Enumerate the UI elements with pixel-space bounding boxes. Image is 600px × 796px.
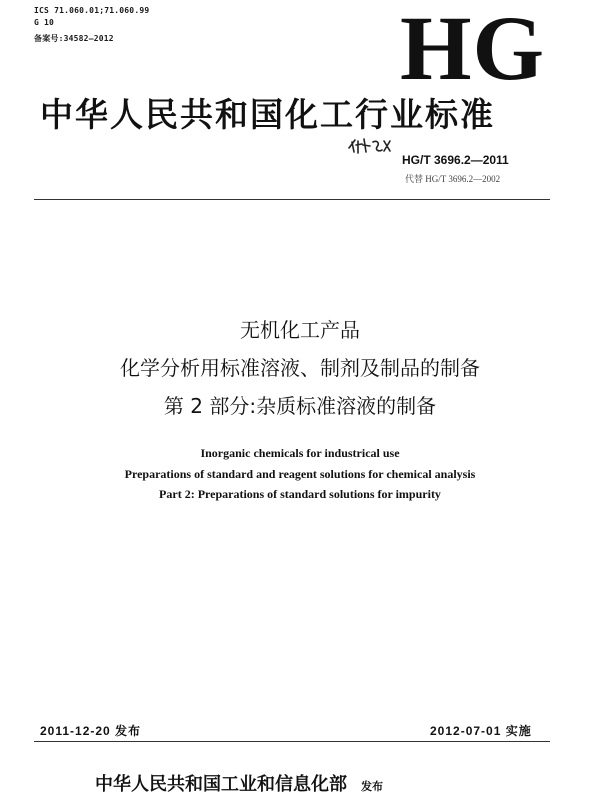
standard-number: HG/T 3696.2—2011 <box>402 153 509 167</box>
handwritten-stamp <box>346 136 394 160</box>
issuing-authority <box>95 770 515 796</box>
issuer-suffix: 发布 <box>361 780 383 793</box>
document-title-en-line-3: Part 2: Preparations of standard solutions for impurity <box>159 487 441 501</box>
document-title-en-line-2: Preparations of standard and reagent solutions for chemical analysis <box>124 467 476 481</box>
ccs-code: G 10 <box>34 18 55 27</box>
ics-code: ICS 71.060.01;71.060.99 <box>34 6 150 15</box>
replaces-standard: 代替 HG/T 3696.2—2002 <box>405 174 501 184</box>
document-title-en-line-1: Inorganic chemicals for industrical use <box>200 446 400 460</box>
filing-number: 备案号:34582—2012 <box>34 34 114 43</box>
issuer-name: 中华人民共和国工业和信息化部 <box>95 774 347 795</box>
implementation-date: 2012-07-01 实施 <box>430 724 532 738</box>
footer-divider <box>34 741 550 742</box>
document-title-cn-line-1: 无机化工产品 <box>240 318 360 342</box>
standard-category-title: 中华人民共和国化工行业标准 <box>40 95 495 134</box>
issue-date: 2011-12-20 发布 <box>40 724 142 738</box>
header-divider <box>34 199 550 200</box>
hg-logo: HG <box>400 0 546 99</box>
document-title-cn-line-2: 化学分析用标准溶液、制剂及制品的制备 <box>120 356 480 380</box>
document-title-cn-line-3: 第 2 部分:杂质标准溶液的制备 <box>163 394 437 418</box>
